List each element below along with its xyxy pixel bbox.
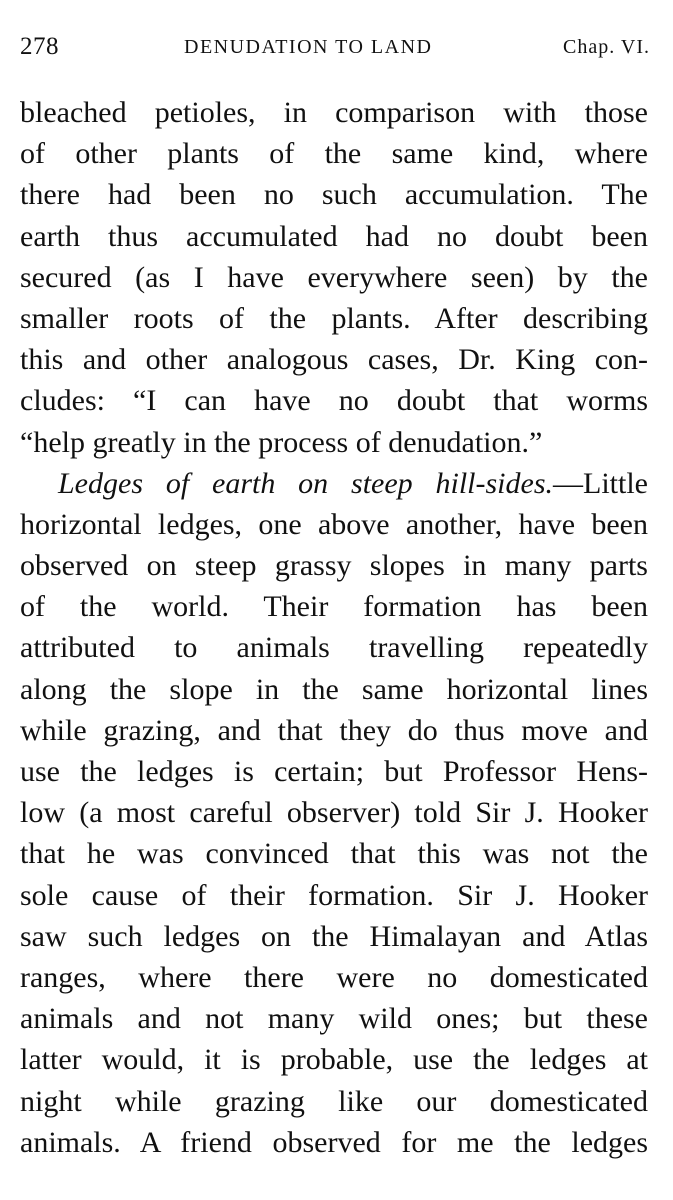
page-number: 278 <box>20 33 59 60</box>
text-line: of other plants of the same kind, where <box>20 137 648 171</box>
text-line: smaller roots of the plants. After describing <box>20 301 648 335</box>
text-line: “help greatly in the process of denudation.” <box>20 425 543 459</box>
text-line: animals. A friend observed for me the ledges <box>20 1125 648 1159</box>
text-line: of the world. Their formation has been <box>20 590 648 624</box>
paragraph-1 <box>20 92 648 463</box>
text-line: saw such ledges on the Himalayan and Atlas <box>20 919 648 953</box>
text-line: sole cause of their formation. Sir J. Hooker <box>20 878 648 912</box>
running-title: DENUDATION TO LAND <box>184 36 433 58</box>
text-line-rest: —Little <box>553 466 648 500</box>
text-line: earth thus accumulated had no doubt been <box>20 219 648 253</box>
text-line: this and other analogous cases, Dr. King con- <box>20 343 648 377</box>
text-line: use the ledges is certain; but Professor Hens- <box>20 755 648 788</box>
text-line: secured (as I have everywhere seen) by the <box>20 260 648 294</box>
text-line: observed on steep grassy slopes in many parts <box>20 549 648 583</box>
text-line: night while grazing like our domesticated <box>20 1084 648 1118</box>
text-line: latter would, it is probable, use the ledges at <box>20 1043 648 1077</box>
page-header <box>20 30 650 64</box>
text-line: along the slope in the same horizontal lines <box>20 672 648 706</box>
text-line: attributed to animals travelling repeatedly <box>20 631 648 665</box>
chapter-label: Chap. VI. <box>563 36 650 58</box>
text-line: low (a most careful observer) told Sir J. Hooker <box>20 796 648 830</box>
paragraph-2 <box>20 463 648 1163</box>
text-line: cludes: “I can have no doubt that worms <box>20 384 648 418</box>
text-line: that he was convinced that this was not the <box>20 837 648 871</box>
text-line: bleached petioles, in comparison with those <box>20 96 648 129</box>
body-text <box>20 92 648 1163</box>
text-line: animals and not many wild ones; but these <box>20 1002 648 1036</box>
text-line: horizontal ledges, one above another, have been <box>20 507 648 541</box>
section-heading: Ledges of earth on steep hill-sides. <box>58 466 554 500</box>
text-line: while grazing, and that they do thus move and <box>20 713 648 747</box>
paragraph-opening-line <box>20 463 648 504</box>
text-line: there had been no such accumulation. The <box>20 178 648 212</box>
text-line: ranges, where there were no domesticated <box>20 960 648 994</box>
